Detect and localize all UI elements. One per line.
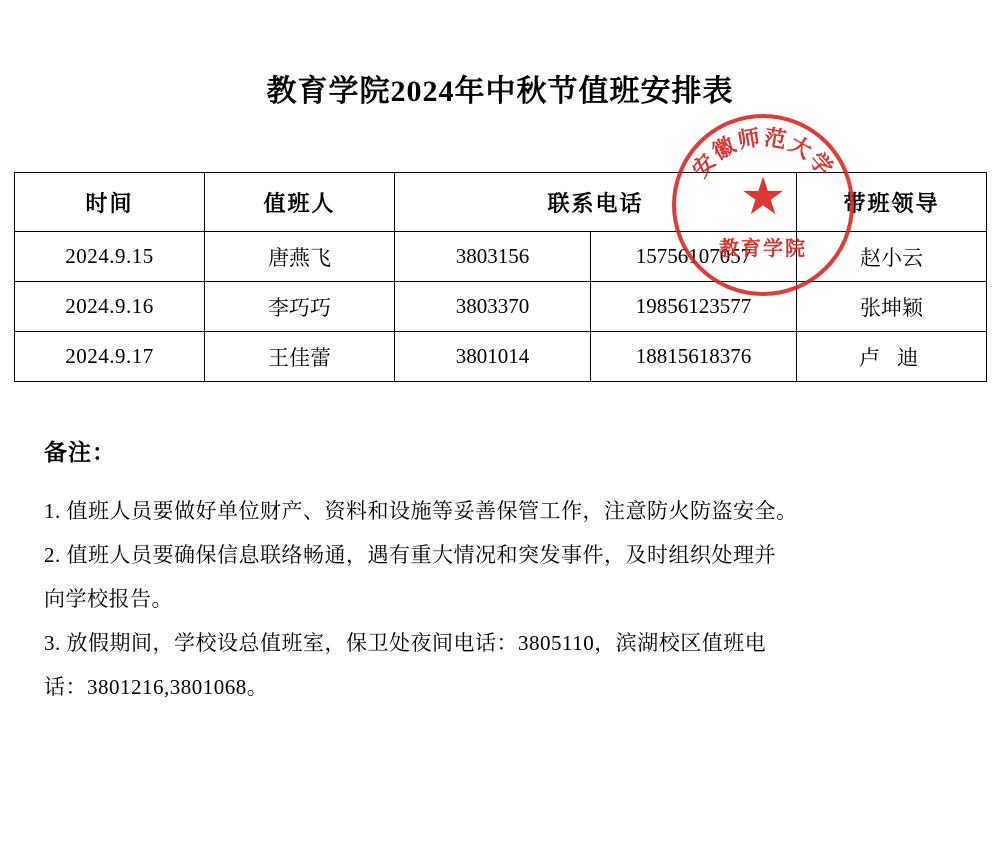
note-line-3-cont: 话：3801216,3801068。 — [44, 675, 269, 700]
cell-tel-mobile: 18815618376 — [591, 332, 797, 382]
seal-arc-label: 安徽师范大学 — [687, 124, 839, 183]
cell-person: 唐燕飞 — [205, 232, 395, 282]
cell-leader: 卢 迪 — [797, 332, 987, 382]
cell-date: 2024.9.17 — [15, 332, 205, 382]
duty-table-wrapper — [14, 168, 986, 382]
notes-title: 备注： — [44, 440, 116, 465]
note-line-1: 1. 值班人员要做好单位财产、资料和设施等妥善保管工作，注意防火防盗安全。 — [44, 499, 798, 523]
column-header-person: 值班人 — [205, 173, 395, 232]
table-row — [15, 282, 987, 332]
cell-tel-office: 3801014 — [395, 332, 591, 382]
column-header-time: 时间 — [15, 173, 205, 232]
duty-schedule-table — [14, 168, 987, 382]
star-icon: ★ — [739, 168, 787, 226]
table-row — [15, 332, 987, 382]
note-line-3: 3. 放假期间，学校设总值班室，保卫处夜间电话：3805110，滨湖校区值班电 — [44, 631, 767, 656]
cell-date: 2024.9.15 — [15, 232, 205, 282]
note-line-2-cont: 向学校报告。 — [44, 587, 173, 612]
note-line-2: 2. 值班人员要确保信息联络畅通，遇有重大情况和突发事件，及时组织处理并 — [44, 543, 776, 568]
cell-leader: 张坤颖 — [797, 282, 987, 332]
table-row — [15, 232, 987, 282]
cell-tel-mobile: 15756107057 — [591, 232, 797, 282]
cell-tel-mobile: 19856123577 — [591, 282, 797, 332]
seal-bottom-label: 教育学院 — [719, 238, 807, 260]
cell-tel-office: 3803370 — [395, 282, 591, 332]
column-header-phone: 联系电话 — [395, 173, 797, 232]
column-header-leader: 带班领导 — [797, 173, 987, 232]
cell-tel-office: 3803156 — [395, 232, 591, 282]
cell-date: 2024.9.16 — [15, 282, 205, 332]
cell-person: 李巧巧 — [205, 282, 395, 332]
notes-section — [14, 434, 986, 709]
page-title: 教育学院2024年中秋节值班安排表 — [266, 75, 734, 108]
cell-leader: 赵小云 — [797, 232, 987, 282]
cell-person: 王佳蕾 — [205, 332, 395, 382]
table-header-row — [15, 173, 987, 232]
